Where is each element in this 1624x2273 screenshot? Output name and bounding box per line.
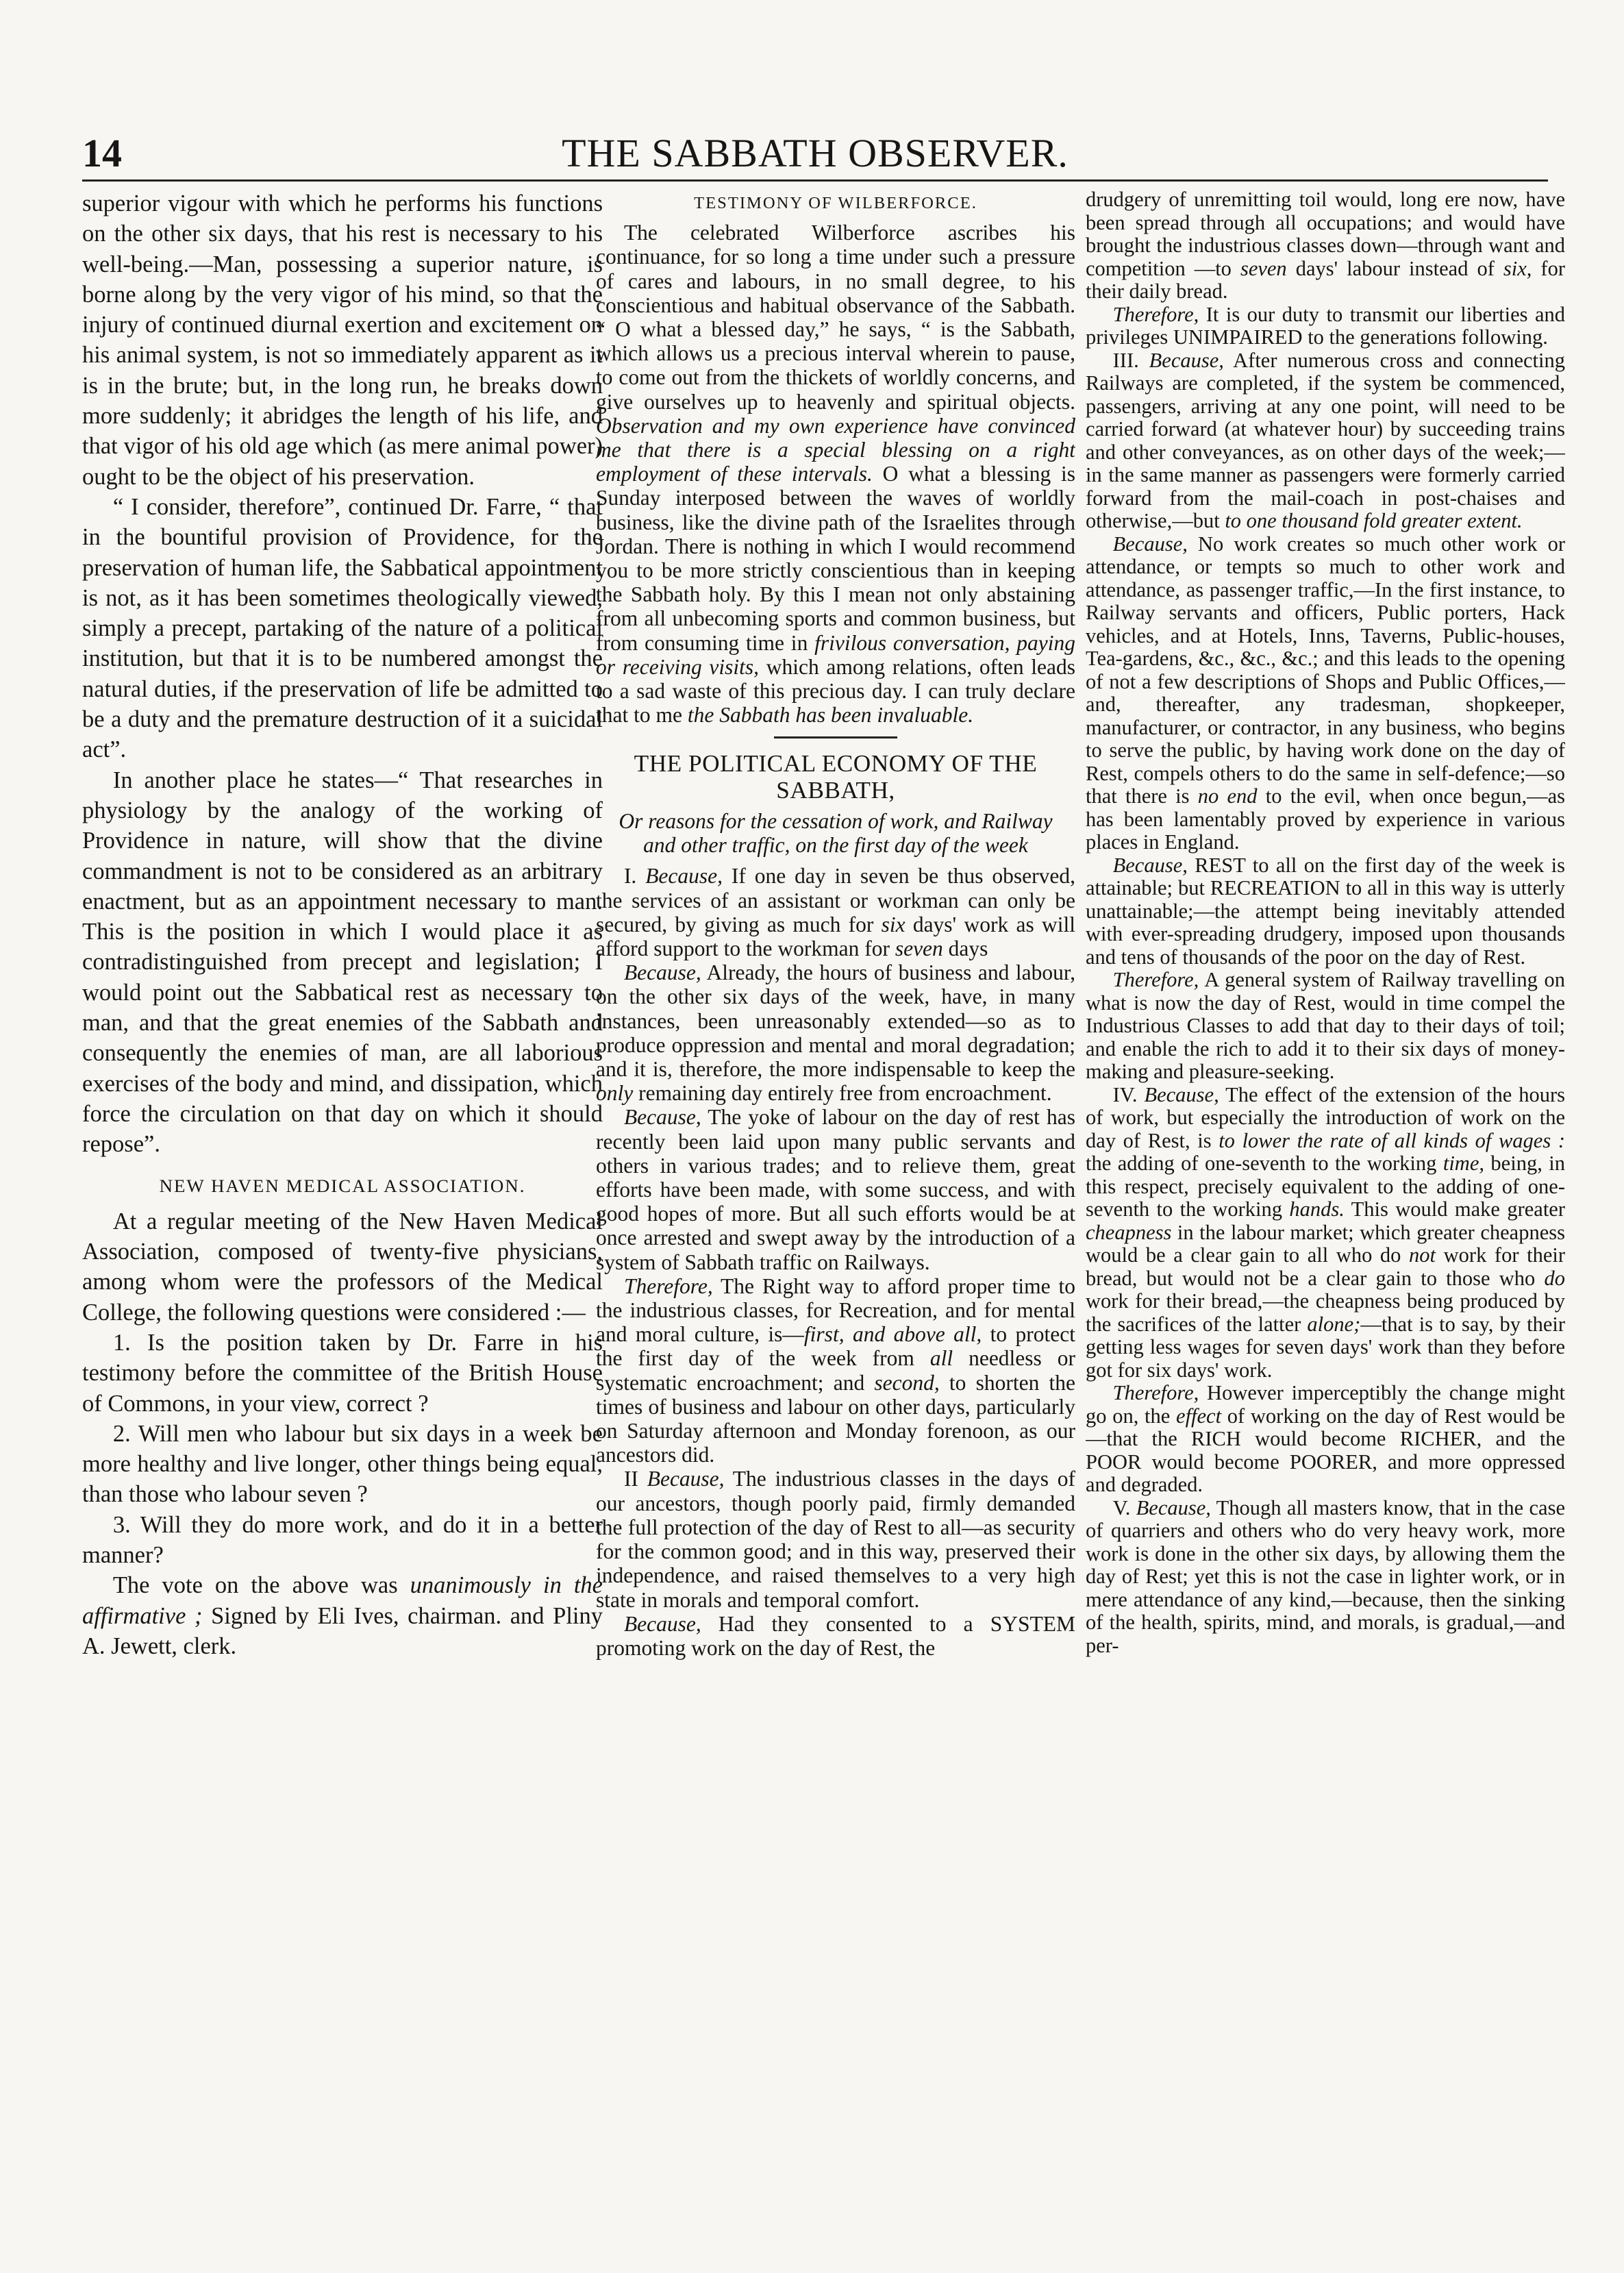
text-run: being, in this respect, precisely equivalent to the adding of one-seventh to the working — [1086, 1152, 1565, 1221]
italic-run: six, — [1503, 256, 1532, 280]
paragraph — [1086, 188, 1565, 303]
text-run: —that is to say, by their getting less wages for seven days' work than they before got for six days' work. — [1086, 1312, 1565, 1382]
text-run: drudgery of unremitting toil would, long ere now, have been spread through all occupations; and would have brought the industrious classes down—through want and competition —to — [1086, 188, 1565, 280]
text-run: However imperceptibly the change might go on, the — [1086, 1381, 1565, 1428]
text-run: which among relations, often leads to a sad waste of this precious day. I can truly declare that to me — [596, 654, 1075, 728]
article-subtitle: Or reasons for the cessation of work, and Railway and other traffic, on the first day of the week — [619, 809, 1053, 857]
paragraph — [1086, 854, 1565, 969]
text-run: O what a blessing is Sunday interposed between the waves of worldly business, like the divine path of the Israelites through Jordan. There is nothing in which I would recommend you to be more strictly conscientious than in keeping the Sabbath holy. By this I mean not only abstaining from all unbecoming sports and common business, but from consuming time in — [596, 462, 1075, 655]
italic-run: Because, — [623, 960, 701, 985]
italic-run: unanimously in the affirmative ; — [82, 1572, 603, 1629]
text-run: The vote on the above was — [112, 1572, 410, 1599]
text-run: No work creates so much other work or attendance, or tempts so much to other work and attendance, as passenger traffic,—In the first instance, to Railway servants and officers, Public porters, Hack vehicles, and at Hotels, Inns, Taverns, Public-houses, Tea-gardens, &c., &c., &c.; and this leads to the opening of not a few descriptions of Shops and Public Offices,—and, thereafter, any tradesman, shopkeeper, manufacturer, or contractor, in any business, who begins to serve the public, by having work done on the day of Rest, compels others to do the same in self-defence;—so that there is — [1086, 532, 1565, 808]
italic-run: effect — [1176, 1404, 1222, 1428]
paragraph — [1086, 969, 1565, 1084]
text-run: needless or systematic encroachment; and — [596, 1346, 1075, 1395]
text-run: Already, the hours of business and labour, on the other six days of the week, have, in many instances, been unreasonably extended—so as to produce oppression and mental and moral degradation; and it is, therefore, the more indispensable to keep the — [596, 960, 1075, 1082]
text-run: Signed by Eli Ives, chairman. and Pliny A. Jewett, clerk. — [82, 1602, 603, 1659]
paragraph: At a regular meeting of the New Haven Medical Association, composed of twenty-five physicians, among whom were the professors of the Medical College, the following questions were considered :— — [82, 1208, 603, 1326]
section-heading: NEW HAVEN MEDICAL ASSOCIATION. — [159, 1175, 526, 1196]
italic-run: not — [1409, 1243, 1436, 1267]
italic-run: Therefore, — [1112, 302, 1199, 326]
paragraph — [1086, 1497, 1565, 1658]
text-run: This would make greater — [1344, 1197, 1565, 1221]
page-number: 14 — [82, 131, 122, 175]
italic-run: time, — [1442, 1152, 1484, 1175]
italic-run: cheapness — [1086, 1220, 1172, 1244]
text-run: days — [942, 936, 988, 961]
italic-run: to one thousand fold greater extent. — [1225, 509, 1523, 532]
paragraph: superior vigour with which he performs his functions on the other six days, that his rest is necessary to his well-being.—Man, possessing a superior nature, is borne along by the very vigor of his mind, so that the injury of continued diurnal exertion and excitement on his animal system, is not so immediately apparent as it is in the brute; but, in the long run, he breaks down more suddenly; it abridges the length of his life, and that vigor of his old age which (as mere animal power) ought to be the object of his preservation. — [82, 190, 603, 490]
question-item: 3. Will they do more work, and do it in a better manner? — [82, 1511, 603, 1569]
text-run: remaining day entirely free from encroachment. — [633, 1081, 1052, 1106]
italic-run: Because, — [623, 1105, 701, 1130]
paragraph — [596, 1105, 1075, 1274]
paragraph — [1086, 1382, 1565, 1497]
text-run: the adding of one-seventh to the working — [1086, 1152, 1443, 1175]
header-rule — [82, 179, 1548, 182]
column-2 — [596, 188, 1075, 2233]
italic-run: Therefore, — [1112, 968, 1199, 991]
text-run: work for their bread, but would not be a clear gain to those who — [1086, 1243, 1565, 1290]
text-run: If one day in seven be thus observed, the services of an assistant or workman can only be secured, by giving as much for — [596, 864, 1075, 936]
text-run: for their daily bread. — [1086, 256, 1565, 303]
text-run: IV. — [1112, 1082, 1145, 1106]
paragraph — [82, 1570, 603, 1661]
italic-run: alone; — [1307, 1312, 1361, 1336]
paragraph — [1086, 533, 1565, 854]
paragraph — [596, 1612, 1075, 1660]
paragraph — [1086, 303, 1565, 349]
italic-run: seven — [1240, 256, 1287, 280]
text-run: in the labour market; which greater cheapness would be a clear gain to all who do — [1086, 1220, 1565, 1267]
page-header — [82, 130, 1548, 185]
italic-run: second, — [874, 1370, 940, 1395]
section-rule — [774, 736, 897, 738]
italic-run: only — [596, 1081, 634, 1106]
text-run: Had they consented to a SYSTEM promoting work on the day of Rest, the — [596, 1611, 1075, 1660]
text-run: It is our duty to transmit our liberties and privileges UNIMPAIRED to the generations following. — [1086, 302, 1565, 349]
italic-run: all — [929, 1346, 953, 1371]
paragraph — [596, 1274, 1075, 1467]
paragraph — [596, 864, 1075, 960]
paragraph — [596, 1467, 1075, 1611]
italic-run: Therefore, — [1112, 1381, 1199, 1404]
italic-run: first, and above all, — [803, 1322, 982, 1347]
text-run: of working on the day of Rest would be—that the RICH would become RICHER, and the POOR would become POORER, and more oppressed and degraded. — [1086, 1404, 1565, 1496]
italic-run: do — [1544, 1266, 1565, 1290]
italic-run: Because, — [1136, 1495, 1211, 1519]
text-run: I. — [623, 864, 646, 889]
text-run: Though all masters know, that in the case of quarriers and others who do very heavy work, more work is done in the other six days, by allowing them the day of Rest; yet this is not the case in lighter work, or in mere attendance of any kind,—because, then the sinking of the health, spirits, mind, and morals, is gradual,—and per- — [1086, 1495, 1565, 1657]
text-run: to the evil, when once begun,—as has been lamentably proved by experience in various places in England. — [1086, 784, 1565, 854]
text-run: The Right way to afford proper time to the industrious classes, for Recreation, and for mental and moral culture, is— — [596, 1274, 1075, 1347]
paragraph — [596, 221, 1075, 727]
text-run: II — [623, 1467, 647, 1491]
text-run: days' labour instead of — [1286, 256, 1503, 280]
question-item: 2. Will men who labour but six days in a week be more healthy and live longer, other things being equal, than those who labour seven ? — [82, 1420, 603, 1508]
text-run: III. — [1112, 348, 1149, 372]
paragraph — [1086, 1084, 1565, 1382]
italic-run: Because, — [1112, 532, 1188, 556]
text-run: The effect of the extension of the hours of work, but especially the introduction of work on the day of Rest, is — [1086, 1082, 1565, 1152]
italic-run: seven — [895, 936, 943, 961]
italic-run: Observation and my own experience have convinced me that there is a special blessing on a right employment of these intervals. — [596, 413, 1075, 486]
italic-run: Because, — [623, 1611, 701, 1636]
italic-run: Because, — [1112, 853, 1188, 877]
paragraph: “ I consider, therefore”, continued Dr. Farre, “ that in the bountiful provision of Providence, for the preservation of human life, the Sabbatical appointment is not, as it has been sometimes theologically viewed, simply a precept, partaking of the nature of a political institution, but that it is to be numbered amongst the natural duties, if the preservation of life be admitted to be a duty and the premature destruction of it a suicidal act”. — [82, 493, 603, 763]
column-3 — [1086, 188, 1565, 2233]
text-run: REST to all on the first day of the week is attainable; but RECREATION to all in this way is utterly unattainable;—the attempt being inevitably attended with ever-spreading drudgery, imposed upon thousands and tens of thousands of the poor on the day of Rest. — [1086, 853, 1565, 969]
article-title: THE POLITICAL ECONOMY OF THE SABBATH, — [634, 750, 1038, 804]
text-run: After numerous cross and connecting Railways are completed, if the system be commenced, passengers, arriving at any one point, will need to be carried forward (at whatever hour) by succeeding trains and other conveyances, as on other days of the week;—in the same manner as passengers were formerly carried forward from the mail-coach in post-chaises and otherwise,—but — [1086, 348, 1565, 532]
text-run: V. — [1112, 1495, 1136, 1519]
text-run: days' work as will afford support to the workman for — [596, 912, 1075, 961]
italic-run: Because, — [1149, 348, 1224, 372]
running-title: THE SABBATH OBSERVER. — [562, 131, 1069, 175]
paragraph — [1086, 349, 1565, 533]
italic-run: Therefore, — [623, 1274, 713, 1298]
text-run: The yoke of labour on the day of rest has recently been laid upon many public servants and others in various trades; and to relieve them, great efforts have been made, with some success, and with good hopes of more. But all such efforts would be at once arrested and swept away by the introduction of a system of Sabbath traffic on Railways. — [596, 1105, 1075, 1274]
italic-run: frivilous conversation, paying or receiving visits, — [596, 630, 1075, 679]
text-run: A general system of Railway travelling on what is now the day of Rest, would in time compel the Industrious Classes to add that day to their days of toil; and enable the rich to add it to their six days of money-making and pleasure-seeking. — [1086, 968, 1565, 1083]
text-run: to shorten the times of business and labour on other days, particularly on Saturday afternoon and Monday forenoon, as our ancestors did. — [596, 1370, 1075, 1467]
text-run: The celebrated Wilberforce ascribes his continuance, for so long a time under such a pressure of cares and labours, in no small degree, to his conscientious and habitual observance of the Sabbath. “ O what a blessed day,” he says, “ is the Sabbath, which allows us a precious interval wherein to pause, to come out from the thickets of worldly concerns, and give ourselves up to heavenly and spiritual objects. — [596, 221, 1075, 414]
text-run: The industrious classes in the days of our ancestors, though poorly paid, firmly demanded the full protection of the day of Rest to all—as security for the common good; and in this way, preserved their independence, and raised themselves to a very high state in morals and temporal comfort. — [596, 1467, 1075, 1612]
section-heading: TESTIMONY OF WILBERFORCE. — [694, 194, 977, 212]
italic-run: the Sabbath has been invaluable. — [687, 703, 974, 728]
italic-run: Because, — [647, 1467, 725, 1491]
paragraph: In another place he states—“ That researches in physiology by the analogy of the working of Providence in nature, will show that the divine commandment is not to be considered as an arbitrary enactment, but as an appointment necessary to man. This is the position in which I would place it as contradistinguished from precept and legislation; I would point out the Sabbatical rest as necessary to man, and that the great enemies of the Sabbath and consequently the enemies of man, are all laborious exercises of the body and mind, and dissipation, which force the circulation on that day on which it should repose”. — [82, 767, 603, 1158]
paragraph — [596, 960, 1075, 1105]
column-1 — [82, 188, 603, 2233]
italic-run: Because, — [1144, 1082, 1219, 1106]
text-run: to protect the first day of the week from — [596, 1322, 1075, 1371]
italic-run: no end — [1197, 784, 1258, 808]
italic-run: six — [881, 912, 905, 936]
italic-run: Because, — [645, 864, 723, 889]
italic-run: hands. — [1289, 1197, 1345, 1221]
question-item: 1. Is the position taken by Dr. Farre in his testimony before the committee of the British House of Commons, in your view, correct ? — [82, 1329, 603, 1417]
text-run: work for their bread,—the cheapness being produced by the sacrifices of the latter — [1086, 1289, 1565, 1336]
italic-run: to lower the rate of all kinds of wages : — [1219, 1128, 1565, 1152]
